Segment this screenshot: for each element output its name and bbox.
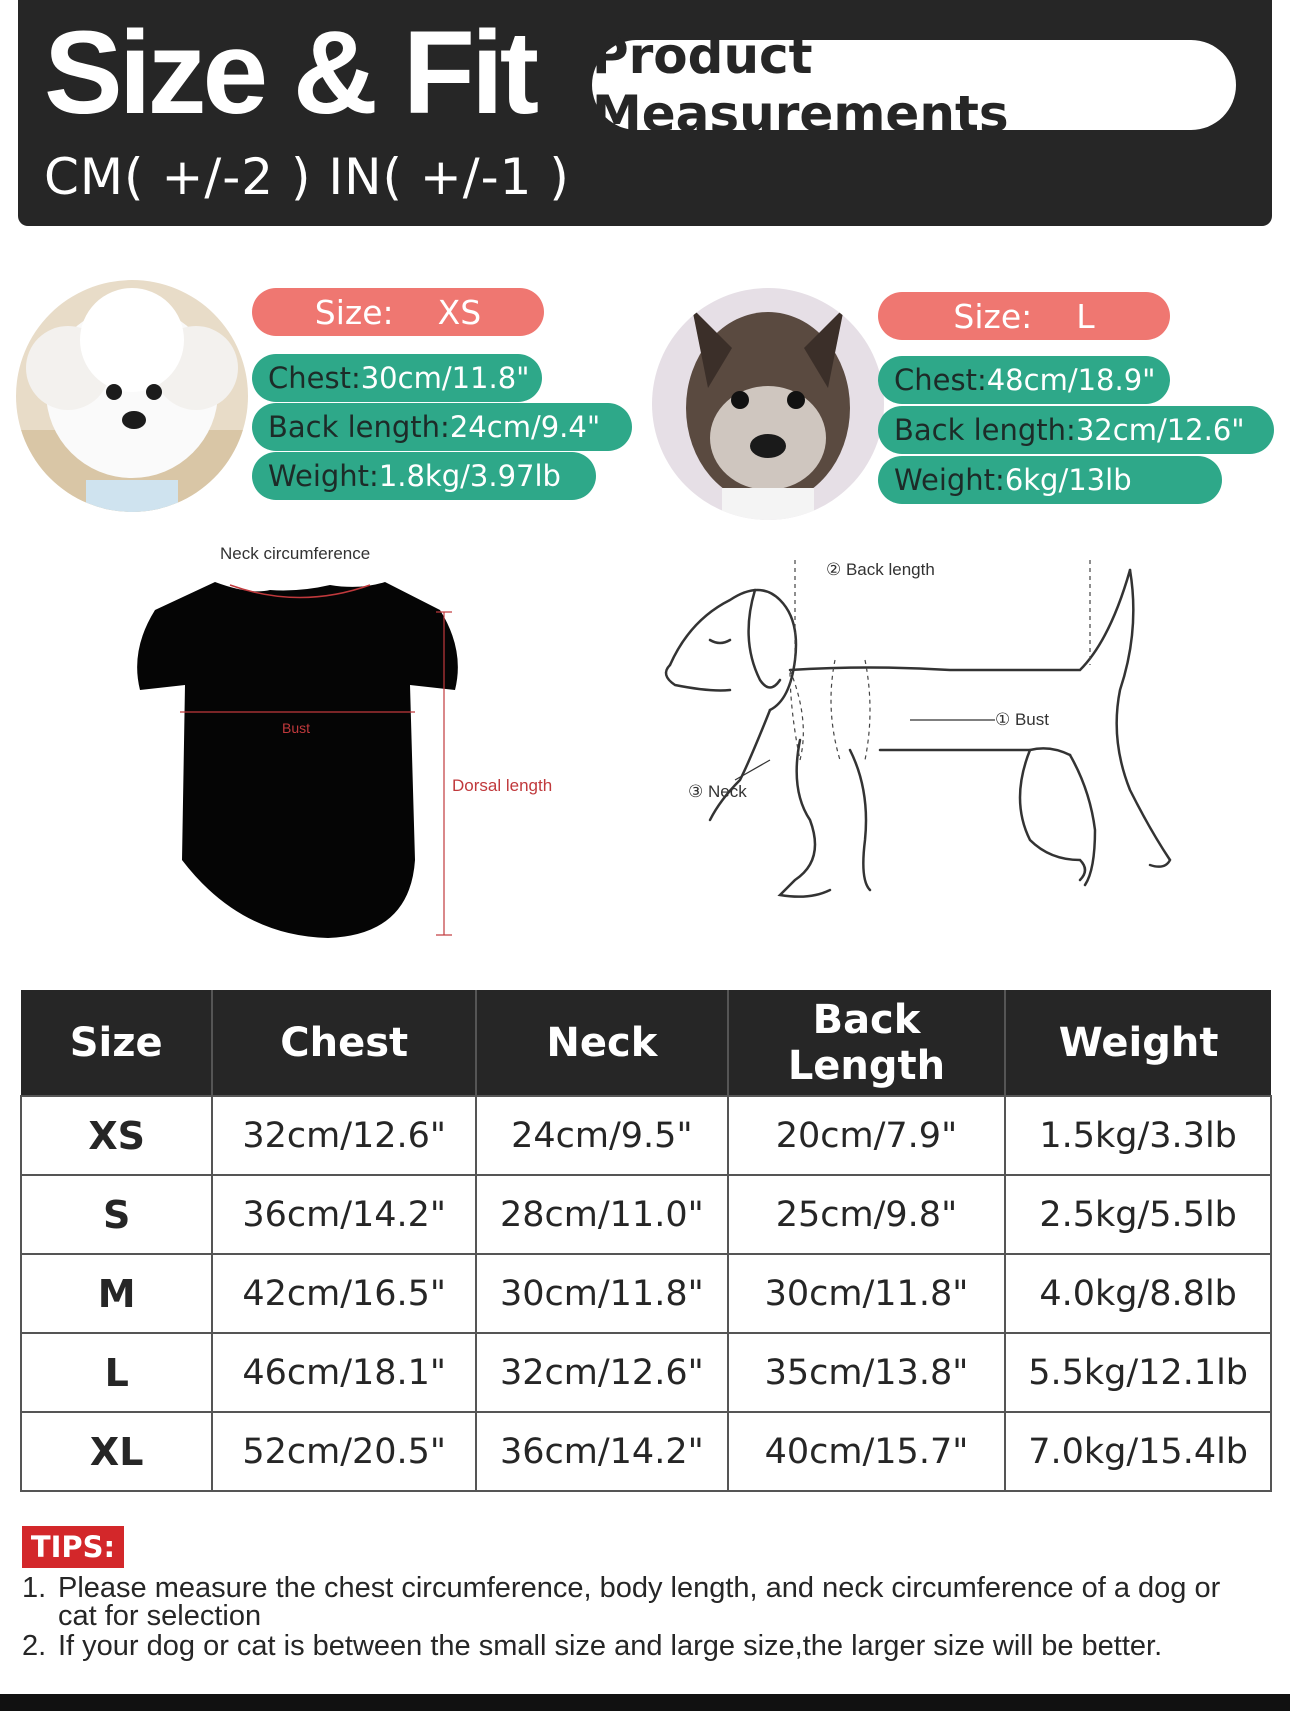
size-chart-table — [20, 990, 1272, 1492]
cell-weight: 5.5kg/12.1lb — [1005, 1333, 1271, 1412]
size-label: Size: — [314, 292, 394, 332]
header-weight: Weight — [1005, 990, 1271, 1096]
header-banner — [18, 0, 1272, 226]
back-length-label: ② Back length — [820, 560, 941, 580]
cell-size: S — [21, 1175, 212, 1254]
size-value: L — [1076, 296, 1095, 336]
header-size: Size — [21, 990, 212, 1096]
weight-label: Weight: — [894, 463, 1005, 497]
example-xs-size-tag — [252, 288, 544, 336]
cell-neck: 24cm/9.5" — [476, 1096, 728, 1175]
weight-label: Weight: — [268, 459, 379, 493]
cell-chest: 42cm/16.5" — [212, 1254, 476, 1333]
back-length-label: Back length: — [268, 410, 450, 444]
white-dog-photo — [16, 280, 248, 512]
tip-text-continued: cat for selection — [58, 1600, 262, 1632]
table-row — [21, 1175, 1271, 1254]
example-l-size-tag — [878, 292, 1170, 340]
cell-chest: 52cm/20.5" — [212, 1412, 476, 1491]
cell-back-length: 20cm/7.9" — [728, 1096, 1006, 1175]
table-row — [21, 1096, 1271, 1175]
cell-chest: 46cm/18.1" — [212, 1333, 476, 1412]
back-length-value: 24cm/9.4" — [449, 410, 601, 444]
cell-neck: 30cm/11.8" — [476, 1254, 728, 1333]
chest-value: 48cm/18.9" — [986, 363, 1156, 397]
weight-value: 6kg/13lb — [1004, 463, 1132, 497]
back-length-value: 32cm/12.6" — [1075, 413, 1245, 447]
size-value: XS — [437, 292, 482, 332]
example-xs-chest-tag — [252, 354, 542, 402]
example-l-weight-tag — [878, 456, 1222, 504]
cell-chest: 32cm/12.6" — [212, 1096, 476, 1175]
table-header-row — [21, 990, 1271, 1096]
tolerance-note: CM( +/-2 ) IN( +/-1 ) — [44, 148, 570, 206]
shirt-diagram — [120, 530, 580, 950]
chest-value: 30cm/11.8" — [360, 361, 530, 395]
cell-size: L — [21, 1333, 212, 1412]
schnauzer-photo — [652, 288, 884, 520]
example-l-chest-tag — [878, 356, 1170, 404]
example-l-back-tag — [878, 406, 1274, 454]
cell-weight: 2.5kg/5.5lb — [1005, 1175, 1271, 1254]
neck-label: ③ Neck — [688, 782, 747, 801]
cell-weight: 7.0kg/15.4lb — [1005, 1412, 1271, 1491]
weight-value: 1.8kg/3.97lb — [378, 459, 561, 493]
cell-back-length: 35cm/13.8" — [728, 1333, 1006, 1412]
page-title: Size & Fit — [44, 7, 536, 139]
cell-chest: 36cm/14.2" — [212, 1175, 476, 1254]
cell-back-length: 40cm/15.7" — [728, 1412, 1006, 1491]
cell-back-length: 25cm/9.8" — [728, 1175, 1006, 1254]
chest-label: Chest: — [894, 363, 987, 397]
cell-size: M — [21, 1254, 212, 1333]
bust-label: ① Bust — [995, 710, 1049, 729]
example-xs-weight-tag — [252, 452, 596, 500]
cell-neck: 28cm/11.0" — [476, 1175, 728, 1254]
example-xs-back-tag — [252, 403, 632, 451]
product-measurements-pill: Product Measurements — [592, 40, 1236, 130]
size-label: Size: — [953, 296, 1033, 336]
cell-back-length: 30cm/11.8" — [728, 1254, 1006, 1333]
dorsal-length-label: Dorsal length — [452, 776, 553, 795]
tip-item-1 — [22, 1574, 1220, 1630]
header-neck: Neck — [476, 990, 728, 1096]
neck-circumference-label: Neck circumference — [220, 544, 371, 563]
table-row — [21, 1254, 1271, 1333]
tip-text: If your dog or cat is between the small size and large size,the larger size will be better. — [58, 1630, 1163, 1662]
tip-text: Please measure the chest circumference, body length, and neck circumference of a dog or — [58, 1572, 1221, 1604]
shirt-silhouette-icon — [120, 530, 580, 950]
cell-size: XS — [21, 1096, 212, 1175]
back-length-label: Back length: — [894, 413, 1076, 447]
bottom-bar — [0, 1694, 1290, 1711]
cell-neck: 36cm/14.2" — [476, 1412, 728, 1491]
chest-label: Chest: — [268, 361, 361, 395]
tips-badge: TIPS: — [22, 1526, 124, 1568]
tip-number: 1. — [22, 1572, 47, 1604]
header-chest: Chest — [212, 990, 476, 1096]
header-back-length: Back Length — [728, 990, 1006, 1096]
table-row — [21, 1412, 1271, 1491]
cell-weight: 4.0kg/8.8lb — [1005, 1254, 1271, 1333]
dog-outline-icon — [650, 560, 1250, 950]
cell-weight: 1.5kg/3.3lb — [1005, 1096, 1271, 1175]
cell-neck: 32cm/12.6" — [476, 1333, 728, 1412]
tip-number: 2. — [22, 1630, 47, 1662]
tip-item-2 — [22, 1632, 1162, 1660]
table-row — [21, 1333, 1271, 1412]
bust-label: Bust — [282, 720, 311, 736]
dog-measurement-diagram — [650, 560, 1250, 950]
cell-size: XL — [21, 1412, 212, 1491]
